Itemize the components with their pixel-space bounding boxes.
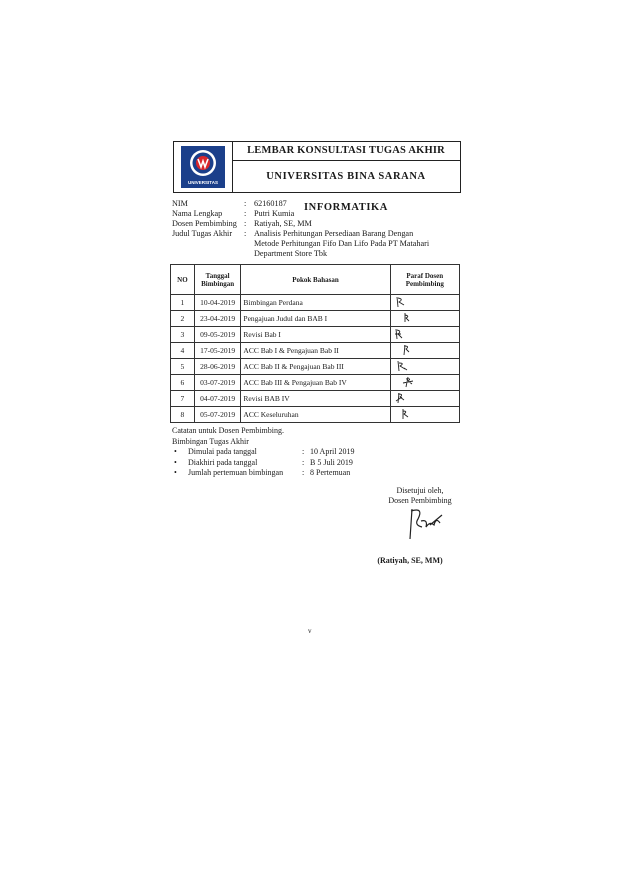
info-label: Nama Lengkap <box>172 209 223 218</box>
note-label: Jumlah pertemuan bimbingan <box>188 468 284 477</box>
cell-date: 10-04-2019 <box>194 295 241 311</box>
cell-no: 3 <box>171 327 195 343</box>
paraf-signature <box>390 327 459 343</box>
table-row <box>171 295 460 311</box>
cell-date: 09-05-2019 <box>194 327 241 343</box>
student-info <box>172 199 464 259</box>
info-value: 62160187 <box>254 199 287 208</box>
cell-topic: ACC Bab I & Pengajuan Bab II <box>241 343 390 359</box>
info-row: NIM : 62160187 <box>172 199 464 209</box>
note-value: B 5 Juli 2019 <box>310 457 353 467</box>
table-row <box>171 375 460 391</box>
table-row <box>171 407 460 423</box>
info-row: Judul Tugas Akhir : Analisis Perhitungan Persediaan Barang Dengan <box>172 229 464 239</box>
cell-topic: Revisi BAB IV <box>241 391 390 407</box>
list-item: • Diakhiri pada tanggal : B 5 Juli 2019 <box>174 457 353 467</box>
info-label <box>172 249 244 259</box>
approval-role: Dosen Pembimbing <box>388 496 452 505</box>
university-name: UNIVERSITAS BINA SARANA INFORMATIKA <box>266 171 426 213</box>
cell-no: 5 <box>171 359 195 375</box>
paraf-signature <box>390 311 459 327</box>
cell-date: 05-07-2019 <box>194 407 241 423</box>
cell-topic: ACC Bab III & Pengajuan Bab IV <box>241 375 390 391</box>
table-row <box>171 311 460 327</box>
info-label: Dosen Pembimbing <box>172 219 237 228</box>
cell-date: 23-04-2019 <box>194 311 241 327</box>
cell-topic: ACC Keseluruhan <box>241 407 390 423</box>
cell-date: 17-05-2019 <box>194 343 241 359</box>
info-label: Judul Tugas Akhir <box>172 229 233 238</box>
paraf-signature <box>390 343 459 359</box>
info-value: Department Store Tbk <box>254 249 328 258</box>
note-label: Dimulai pada tanggal <box>188 447 257 456</box>
cell-no: 2 <box>171 311 195 327</box>
supervisor-signature <box>404 503 450 545</box>
paraf-signature <box>390 391 459 407</box>
col-header-date: Tanggal Bimbingan <box>194 265 241 295</box>
cell-date: 28-06-2019 <box>194 359 241 375</box>
signer-name: (Ratiyah, SE, MM) <box>377 556 443 565</box>
university-logo <box>174 142 233 192</box>
info-row: Dosen Pembimbing : Ratiyah, SE, MM <box>172 219 464 229</box>
col-header-paraf: Paraf Dosen Pembimbing <box>390 265 459 295</box>
cell-date: 04-07-2019 <box>194 391 241 407</box>
cell-no: 8 <box>171 407 195 423</box>
cell-topic: ACC Bab II & Pengajuan Bab III <box>241 359 390 375</box>
info-label <box>172 239 244 249</box>
note-label: Diakhiri pada tanggal <box>188 457 258 467</box>
info-value: Ratiyah, SE, MM <box>254 219 312 228</box>
info-label: NIM <box>172 199 188 208</box>
list-item: • Dimulai pada tanggal : 10 April 2019 <box>174 447 355 456</box>
cell-no: 6 <box>171 375 195 391</box>
bullet-icon: • <box>174 447 177 456</box>
list-item: • Jumlah pertemuan bimbingan : 8 Pertemuan <box>174 468 351 477</box>
approval-line: Disetujui oleh, <box>396 486 444 495</box>
info-value: Metode Perhitungan Fifo Dan Lifo Pada PT Matahari <box>254 239 430 248</box>
bullet-icon: • <box>174 468 177 477</box>
logo-text: UNIVERSITAS <box>188 180 218 185</box>
table-row <box>171 359 460 375</box>
bullet-icon: • <box>174 457 177 467</box>
note-value: 8 Pertemuan <box>310 468 351 477</box>
note-value: 10 April 2019 <box>310 447 355 456</box>
paraf-signature <box>390 407 459 423</box>
consultation-table <box>170 264 460 423</box>
cell-date: 03-07-2019 <box>194 375 241 391</box>
table-row <box>171 327 460 343</box>
col-header-no: NO <box>171 265 195 295</box>
notes-section <box>172 426 354 479</box>
col-header-topic: Pokok Bahasan <box>241 265 390 295</box>
table-row <box>171 391 460 407</box>
cell-no: 1 <box>171 295 195 311</box>
info-row: Nama Lengkap : Putri Kumia <box>172 209 464 219</box>
info-row <box>172 239 464 249</box>
info-row <box>172 249 464 259</box>
paraf-signature <box>390 359 459 375</box>
cell-no: 7 <box>171 391 195 407</box>
document-title: LEMBAR KONSULTASI TUGAS AKHIR <box>232 142 460 161</box>
paraf-signature <box>390 295 459 311</box>
info-value: Analisis Perhitungan Persediaan Barang Dengan <box>254 229 414 238</box>
table-header-row <box>171 265 460 295</box>
page-number: v <box>308 627 312 635</box>
table-row <box>171 343 460 359</box>
paraf-signature <box>390 375 459 391</box>
cell-topic: Bimbingan Perdana <box>241 295 390 311</box>
cell-no: 4 <box>171 343 195 359</box>
info-value: Putri Kumia <box>254 209 295 218</box>
notes-subtitle: Bimbingan Tugas Akhir <box>172 436 249 446</box>
notes-title: Catatan untuk Dosen Pembimbing. <box>172 426 284 435</box>
cell-topic: Pengajuan Judul dan BAB I <box>241 311 390 327</box>
cell-topic: Revisi Bab I <box>241 327 390 343</box>
